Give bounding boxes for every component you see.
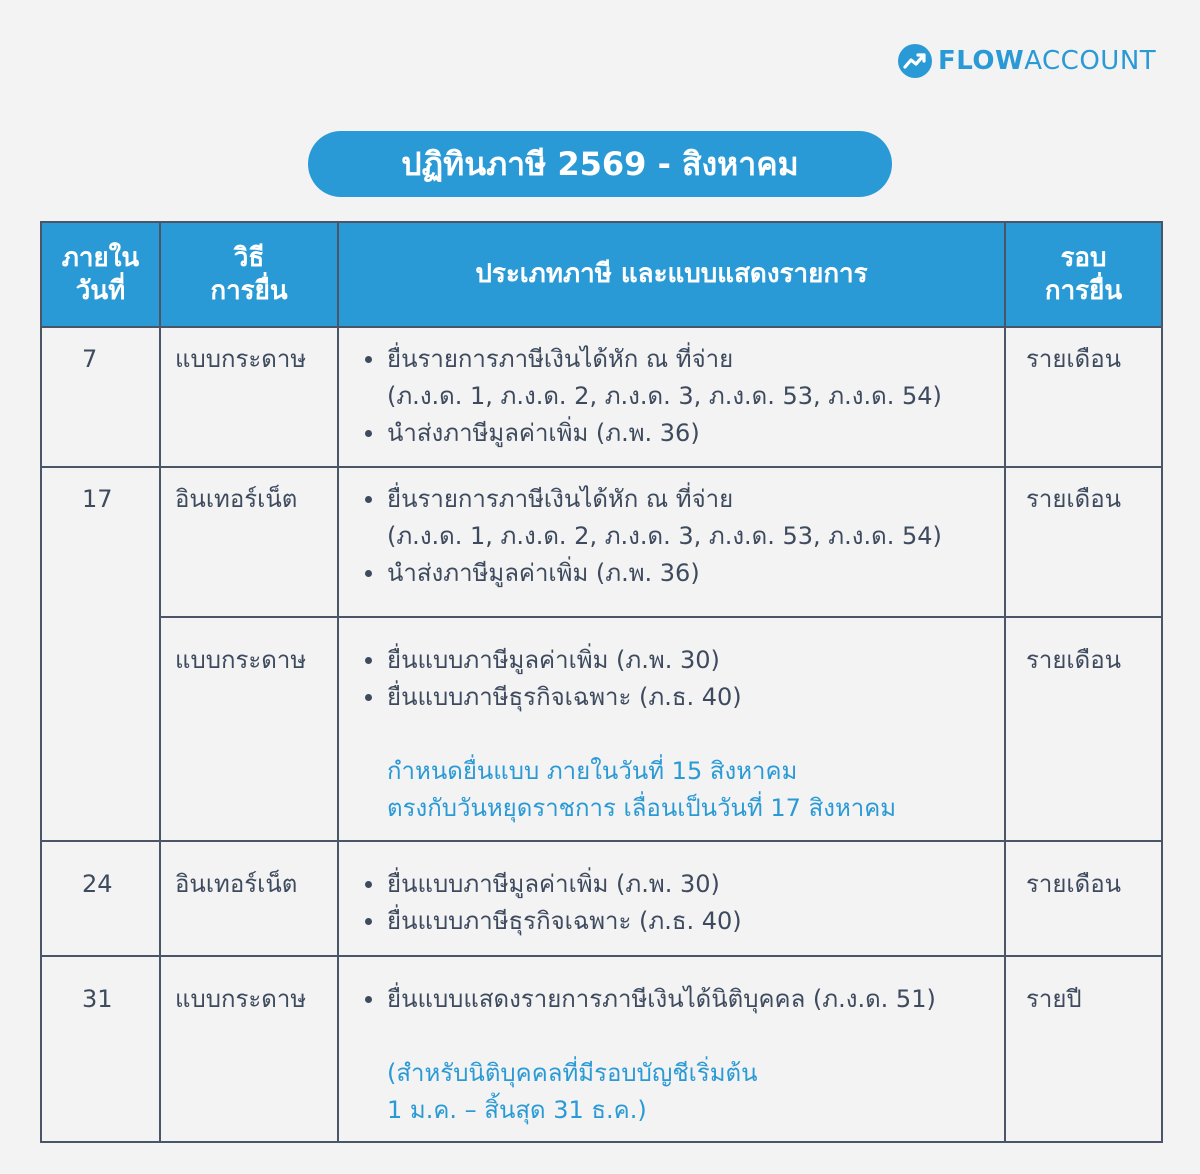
- list-item: ยื่นแบบภาษีธุรกิจเฉพาะ (ภ.ธ. 40): [361, 679, 992, 716]
- header-items: ประเภทภาษี และแบบแสดงรายการ: [338, 222, 1005, 327]
- list-item: นำส่งภาษีมูลค่าเพิ่ม (ภ.พ. 36): [361, 555, 992, 592]
- day-cell: 17: [41, 467, 160, 841]
- tax-calendar-table: [40, 221, 1163, 1143]
- list-item: ยื่นแบบภาษีมูลค่าเพิ่ม (ภ.พ. 30): [361, 866, 992, 903]
- items-cell: [338, 956, 1005, 1142]
- header-method: [160, 222, 338, 327]
- page-title: ปฏิทินภาษี 2569 - สิงหาคม: [308, 131, 892, 197]
- bullet-list: [361, 981, 992, 1018]
- list-item: ยื่นแบบภาษีธุรกิจเฉพาะ (ภ.ธ. 40): [361, 903, 992, 940]
- cycle-cell: รายเดือน: [1005, 617, 1162, 841]
- method-cell: อินเทอร์เน็ต: [160, 467, 338, 617]
- cycle-cell: รายเดือน: [1005, 467, 1162, 617]
- table-row: [41, 327, 1162, 467]
- header-method-line1: วิธี: [233, 242, 265, 273]
- header-day-line2: วันที่: [75, 275, 126, 306]
- cycle-cell: รายเดือน: [1005, 327, 1162, 467]
- item-subtext: (ภ.ง.ด. 1, ภ.ง.ด. 2, ภ.ง.ด. 3, ภ.ง.ด. 53, ภ.ง.ด. 54): [387, 382, 942, 410]
- cycle-cell: รายปี: [1005, 956, 1162, 1142]
- items-cell: [338, 841, 1005, 956]
- brand-name: [938, 46, 1156, 76]
- deadline-note: [361, 753, 992, 827]
- table-row: [41, 956, 1162, 1142]
- trend-arrow-icon: [898, 44, 932, 78]
- method-cell: แบบกระดาษ: [160, 327, 338, 467]
- list-item: ยื่นแบบแสดงรายการภาษีเงินได้นิติบุคคล (ภ.ง.ด. 51): [361, 981, 992, 1018]
- method-cell: แบบกระดาษ: [160, 617, 338, 841]
- table-row: [41, 617, 1162, 841]
- header-method-line2: การยื่น: [210, 275, 288, 306]
- bullet-list: [361, 481, 992, 592]
- header-cycle-line1: รอบ: [1060, 242, 1107, 273]
- item-subtext: (ภ.ง.ด. 1, ภ.ง.ด. 2, ภ.ง.ด. 3, ภ.ง.ด. 53, ภ.ง.ด. 54): [387, 522, 942, 550]
- brand-logo: [898, 44, 1156, 78]
- brand-name-light: ACCOUNT: [1024, 46, 1157, 76]
- brand-name-bold: FLOW: [938, 46, 1025, 76]
- note-line: 1 ม.ค. – สิ้นสุด 31 ธ.ค.): [387, 1096, 647, 1124]
- table-row: [41, 467, 1162, 617]
- header-day: [41, 222, 160, 327]
- day-cell: 7: [41, 327, 160, 467]
- bullet-list: [361, 866, 992, 940]
- bullet-list: [361, 341, 992, 452]
- item-text: ยื่นรายการภาษีเงินได้หัก ณ ที่จ่าย: [387, 485, 734, 513]
- bullet-list: [361, 642, 992, 716]
- method-cell: แบบกระดาษ: [160, 956, 338, 1142]
- table-row: [41, 841, 1162, 956]
- header-cycle: [1005, 222, 1162, 327]
- list-item: [361, 481, 992, 555]
- accounting-period-note: [361, 1055, 992, 1129]
- day-cell: 24: [41, 841, 160, 956]
- list-item: [361, 341, 992, 415]
- table-header-row: [41, 222, 1162, 327]
- item-text: ยื่นรายการภาษีเงินได้หัก ณ ที่จ่าย: [387, 345, 734, 373]
- cycle-cell: รายเดือน: [1005, 841, 1162, 956]
- items-cell: [338, 467, 1005, 617]
- header-cycle-line2: การยื่น: [1044, 275, 1123, 306]
- day-cell: 31: [41, 956, 160, 1142]
- note-line: (สำหรับนิติบุคคลที่มีรอบบัญชีเริ่มต้น: [387, 1059, 758, 1087]
- list-item: ยื่นแบบภาษีมูลค่าเพิ่ม (ภ.พ. 30): [361, 642, 992, 679]
- note-line: ตรงกับวันหยุดราชการ เลื่อนเป็นวันที่ 17 สิงหาคม: [387, 794, 897, 822]
- method-cell: อินเทอร์เน็ต: [160, 841, 338, 956]
- items-cell: [338, 617, 1005, 841]
- list-item: นำส่งภาษีมูลค่าเพิ่ม (ภ.พ. 36): [361, 415, 992, 452]
- note-line: กำหนดยื่นแบบ ภายในวันที่ 15 สิงหาคม: [387, 757, 798, 785]
- header-day-line1: ภายใน: [61, 242, 140, 273]
- items-cell: [338, 327, 1005, 467]
